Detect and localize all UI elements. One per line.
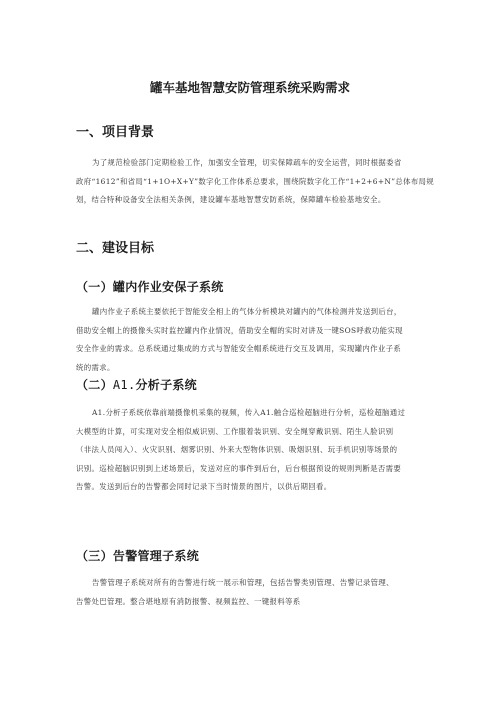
tank-safety-paragraph [76, 303, 428, 377]
subsection-heading-ai-analysis [76, 376, 197, 393]
subsection-heading-tank-safety [76, 278, 224, 295]
paragraph-line: 罐内作业子系统主要依托于智能安全相上的气体分析模块对罐内的气体检测并发送到后台， [92, 307, 402, 316]
paragraph-line: （非法人员闯入）、火灾识别、烟雾识别、外来大型物体识别、吸烟识别、玩手机识别等场景的 [76, 445, 398, 455]
paragraph-line: 政府“1612”和省局“1+1O+X+Y”数字化工作体系总要求，围绕院数字化工作“1+2+6+N”总体布局规 [76, 176, 435, 186]
paragraph-line: 识别。巡检超脑识别到上述场景后，发送对应的事件到后台，后台根据预设的规则判断是否需要 [76, 463, 402, 473]
subsection-heading-alarm-management [76, 547, 199, 564]
paragraph-line: 大模型的计算，可实现对安全相似威识别、工作服着装识别、安全绳穿戴识别、陌生人脸识别 [76, 426, 394, 436]
paragraph-line: 告警管理子系统对所有的告警进行统一展示和管理，包括告警类别管理、告警记录管理、 [92, 578, 394, 587]
subsection-code: A1. [112, 378, 136, 392]
paragraph-line: 为了规范检验部门定期检验工作，加强安全管理，切实保障疏车的安全运营，同时根据委省 [92, 158, 402, 167]
subsection-label: 分析子系统 [135, 378, 197, 392]
subsection-prefix: （三） [76, 549, 113, 563]
paragraph-line: 统的需求。 [76, 362, 115, 372]
paragraph-line: A1.分析子系统依靠前端摄像机采集的视频，传入A1.触合巡检超脑进行分析，巡检超脑通过 [92, 408, 406, 417]
subsection-label: 告警管理子系统 [112, 549, 200, 563]
paragraph-line: 告警。发送到后台的告警都会同时记录下当时情景的图片，以供后期回看。 [76, 482, 332, 492]
paragraph-line: 划，结合特种设备安全法相关条例，建设罐车基地智慧安防系统，保障罐车检验基地安全。 [76, 195, 386, 205]
paragraph-line: 安全作业的需求。总系统通过集成的方式与智能安全帽系统进行交互及调用，实现罐内作业子系 [76, 344, 402, 354]
subsection-prefix: （一） [76, 280, 113, 294]
paragraph-line: 借助安全帽上的摄像头实时监控罐内作业情况，借助安全帽的实时对讲及一键SOS呼救功能实现 [76, 325, 403, 335]
ai-analysis-paragraph [76, 404, 428, 497]
page-title: 罐车基地智慧安防管理系统采购需求 [149, 81, 350, 95]
subsection-prefix: （二） [76, 378, 113, 392]
section-heading-goals: 二、建设目标 [76, 240, 155, 255]
alarm-management-paragraph [76, 574, 428, 611]
paragraph-line: 告警处巴管理。整合堪地原有消防报警、视频监控、一键报料等系 [76, 596, 301, 606]
background-paragraph [76, 154, 435, 210]
subsection-label: 罐内作业安保子系统 [112, 280, 224, 294]
section-heading-background: 一、项目背景 [76, 124, 155, 139]
